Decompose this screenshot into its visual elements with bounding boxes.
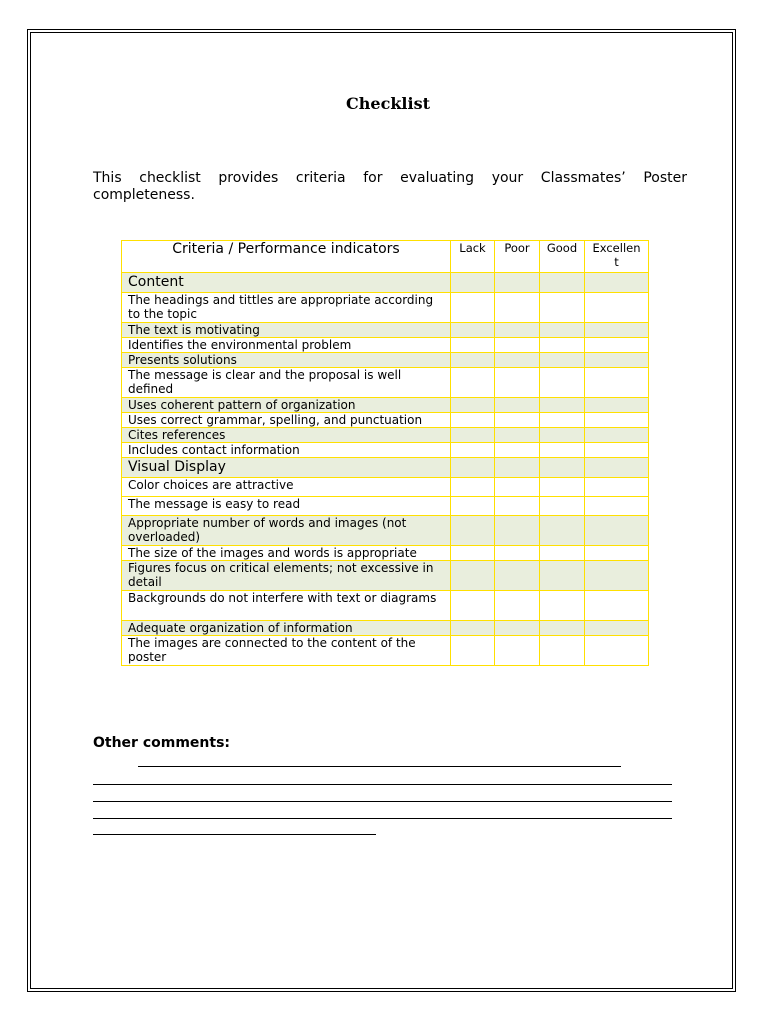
criteria-row <box>122 478 649 497</box>
rating-cell[interactable] <box>495 323 540 338</box>
section-title: Content <box>122 273 451 293</box>
rating-header-poor: Poor <box>495 241 540 273</box>
criteria-row <box>122 443 649 458</box>
rating-cell[interactable] <box>495 338 540 353</box>
criteria-row <box>122 636 649 666</box>
criteria-text: Color choices are attractive <box>122 478 451 497</box>
criteria-text: The text is motivating <box>122 323 451 338</box>
comment-line-5 <box>93 834 376 835</box>
rating-cell[interactable] <box>495 428 540 443</box>
rating-cell[interactable] <box>585 497 649 516</box>
rating-cell[interactable] <box>540 621 585 636</box>
rating-cell[interactable] <box>451 443 495 458</box>
rating-cell[interactable] <box>495 293 540 323</box>
rating-cell[interactable] <box>540 428 585 443</box>
rating-cell[interactable] <box>540 338 585 353</box>
rating-cell[interactable] <box>451 561 495 591</box>
rating-cell[interactable] <box>540 636 585 666</box>
criteria-row <box>122 338 649 353</box>
rating-cell[interactable] <box>495 621 540 636</box>
rating-cell[interactable] <box>540 368 585 398</box>
criteria-text: The images are connected to the content of the poster <box>122 636 451 666</box>
rating-cell[interactable] <box>540 398 585 413</box>
rating-cell[interactable] <box>451 546 495 561</box>
rating-cell[interactable] <box>451 323 495 338</box>
rating-cell[interactable] <box>451 428 495 443</box>
criteria-text: The size of the images and words is appropriate <box>122 546 451 561</box>
comment-line-1 <box>138 766 621 767</box>
rating-cell[interactable] <box>451 338 495 353</box>
criteria-text: The headings and tittles are appropriate according to the topic <box>122 293 451 323</box>
rating-cell[interactable] <box>540 458 585 478</box>
rating-cell[interactable] <box>495 458 540 478</box>
criteria-row <box>122 428 649 443</box>
rating-cell[interactable] <box>585 621 649 636</box>
rating-cell[interactable] <box>495 546 540 561</box>
rating-cell[interactable] <box>495 353 540 368</box>
rating-cell[interactable] <box>585 458 649 478</box>
intro-paragraph: This checklist provides criteria for evaluating your Classmates’ Poster completeness. <box>93 170 687 203</box>
rating-cell[interactable] <box>540 293 585 323</box>
rating-cell[interactable] <box>585 546 649 561</box>
rating-cell[interactable] <box>585 398 649 413</box>
rating-cell[interactable] <box>495 273 540 293</box>
rating-cell[interactable] <box>585 368 649 398</box>
rating-header-excellent: Excellent <box>585 241 649 273</box>
rating-cell[interactable] <box>585 428 649 443</box>
checklist-table <box>121 240 649 666</box>
rating-cell[interactable] <box>495 478 540 497</box>
rating-cell[interactable] <box>495 591 540 621</box>
rating-cell[interactable] <box>451 591 495 621</box>
criteria-row <box>122 621 649 636</box>
rating-cell[interactable] <box>540 443 585 458</box>
rating-cell[interactable] <box>540 591 585 621</box>
rating-cell[interactable] <box>495 398 540 413</box>
criteria-text: Cites references <box>122 428 451 443</box>
rating-cell[interactable] <box>585 273 649 293</box>
criteria-text: Figures focus on critical elements; not excessive in detail <box>122 561 451 591</box>
criteria-row <box>122 353 649 368</box>
rating-cell[interactable] <box>451 621 495 636</box>
rating-cell[interactable] <box>495 636 540 666</box>
checklist-body <box>122 273 649 666</box>
rating-cell[interactable] <box>451 273 495 293</box>
rating-cell[interactable] <box>585 323 649 338</box>
rating-cell[interactable] <box>495 443 540 458</box>
rating-cell[interactable] <box>540 273 585 293</box>
rating-cell[interactable] <box>495 516 540 546</box>
criteria-row <box>122 561 649 591</box>
rating-cell[interactable] <box>585 413 649 428</box>
rating-cell[interactable] <box>585 338 649 353</box>
rating-cell[interactable] <box>540 323 585 338</box>
criteria-text: Appropriate number of words and images (not overloaded) <box>122 516 451 546</box>
criteria-row <box>122 413 649 428</box>
rating-cell[interactable] <box>451 497 495 516</box>
rating-cell[interactable] <box>540 353 585 368</box>
rating-cell[interactable] <box>451 636 495 666</box>
criteria-row <box>122 516 649 546</box>
criteria-row <box>122 293 649 323</box>
criteria-text: Presents solutions <box>122 353 451 368</box>
criteria-text: Adequate organization of information <box>122 621 451 636</box>
criteria-row <box>122 323 649 338</box>
rating-cell[interactable] <box>495 561 540 591</box>
comment-line-3 <box>93 801 672 802</box>
criteria-row <box>122 368 649 398</box>
rating-cell[interactable] <box>451 516 495 546</box>
rating-cell[interactable] <box>540 561 585 591</box>
rating-cell[interactable] <box>585 561 649 591</box>
rating-cell[interactable] <box>451 368 495 398</box>
rating-cell[interactable] <box>540 497 585 516</box>
section-title: Visual Display <box>122 458 451 478</box>
rating-cell[interactable] <box>451 413 495 428</box>
rating-cell[interactable] <box>451 398 495 413</box>
criteria-text: Backgrounds do not interfere with text or diagrams <box>122 591 451 621</box>
document-title: Checklist <box>346 94 430 113</box>
rating-cell[interactable] <box>540 546 585 561</box>
rating-cell[interactable] <box>585 591 649 621</box>
criteria-text: Uses correct grammar, spelling, and punctuation <box>122 413 451 428</box>
rating-cell[interactable] <box>540 478 585 497</box>
criteria-text: Identifies the environmental problem <box>122 338 451 353</box>
criteria-text: Includes contact information <box>122 443 451 458</box>
rating-header-lack: Lack <box>451 241 495 273</box>
section-row <box>122 273 649 293</box>
rating-cell[interactable] <box>451 458 495 478</box>
criteria-row <box>122 497 649 516</box>
criteria-header: Criteria / Performance indicators <box>122 241 451 273</box>
rating-cell[interactable] <box>540 516 585 546</box>
rating-cell[interactable] <box>585 353 649 368</box>
rating-cell[interactable] <box>495 497 540 516</box>
table-header-row <box>122 241 649 273</box>
rating-cell[interactable] <box>540 413 585 428</box>
criteria-row <box>122 591 649 621</box>
rating-header-good: Good <box>540 241 585 273</box>
rating-cell[interactable] <box>585 636 649 666</box>
rating-cell[interactable] <box>451 293 495 323</box>
criteria-row <box>122 398 649 413</box>
criteria-row <box>122 546 649 561</box>
rating-cell[interactable] <box>495 368 540 398</box>
criteria-text: Uses coherent pattern of organization <box>122 398 451 413</box>
rating-cell[interactable] <box>585 516 649 546</box>
rating-cell[interactable] <box>451 353 495 368</box>
section-row <box>122 458 649 478</box>
comment-line-2 <box>93 784 672 785</box>
comment-line-4 <box>93 818 672 819</box>
rating-cell[interactable] <box>585 478 649 497</box>
rating-cell[interactable] <box>451 478 495 497</box>
rating-cell[interactable] <box>585 293 649 323</box>
rating-cell[interactable] <box>585 443 649 458</box>
criteria-text: The message is easy to read <box>122 497 451 516</box>
rating-cell[interactable] <box>495 413 540 428</box>
other-comments-label: Other comments: <box>93 735 231 751</box>
criteria-text: The message is clear and the proposal is well defined <box>122 368 451 398</box>
